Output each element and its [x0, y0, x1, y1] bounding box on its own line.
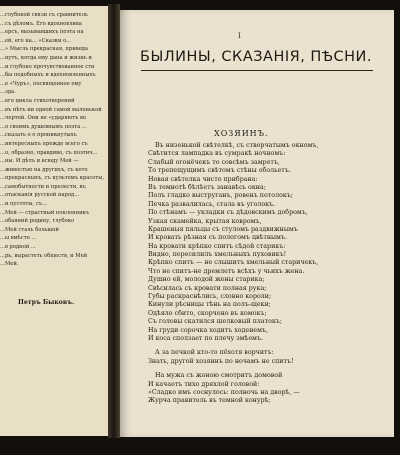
poem-line: Крашеныя пяльцы съ стуломъ раздвижнымъ [148, 225, 298, 233]
poem-line: На мужа съ жоною смотритъ домовой [155, 372, 283, 380]
left-page-line: ...глубокой связи съ сравнитель [0, 12, 88, 18]
poem-line: Видно, пересилилъ хмельныхъ пуховикъ! [148, 251, 287, 259]
left-page-line: ...обаяний родину, глубоко [0, 218, 75, 225]
poem-line: Журча правитель въ темной конурѣ; [148, 397, 271, 405]
poem-line: И качаетъ тихо дряхлой головой: [148, 380, 260, 388]
poem-line: А за печкой кто-то пёхотя ворчитъ: [155, 349, 274, 357]
poem-line: Что не спитъ-не дремлетъ всѣхъ у чьихъ жена. [148, 267, 305, 275]
left-page-line: ...его цикла стихотворений [0, 97, 75, 104]
book-gutter [108, 4, 120, 438]
heading-rule [141, 70, 373, 71]
left-page-line: ...живостью на другихъ, съ кото [0, 166, 88, 173]
poem-line: «Сладко имъ соснулось: полночь на дворѣ, — [148, 388, 300, 396]
poem-line: Губы раскраснѣлись, словно короли; [148, 293, 272, 301]
poem-line: Свѣтится лампадка въ сумракѣ ночномъ: [148, 150, 286, 158]
page-number: I [238, 32, 241, 40]
left-page-line: ...Мей. [0, 261, 19, 268]
left-page-line: ...въ нѣтъ ни одной самой маленькой [0, 106, 102, 113]
left-page-line: ...и пустоты, съ... [0, 201, 47, 208]
poem-line: По стѣнамъ — укладки съ дѣдовскимъ добромъ, [148, 209, 308, 217]
left-page-line: ...ерсъ, вызывавшихъ поэта на [0, 29, 84, 36]
left-page-line: ...Мей сталь большой [0, 226, 59, 233]
left-page-line: ...Мей — страстный поклонникъ [0, 209, 90, 216]
poem-line: Печка развалилась, стала въ уголокъ. [148, 200, 276, 208]
left-page-line: ...съ дѣломъ. Его вдохновлива [0, 20, 82, 27]
left-page-line: ...ны. И дѣлъ и всюду Мей — [0, 158, 79, 165]
poem-line: Въ низенькой свѣтелкѣ, съ створчатымъ окномъ, [155, 142, 319, 149]
left-page-line: ...самобытности и прелести, въ [0, 183, 86, 190]
poem-line: На кровати крѣпко спитъ сѣдой старикъ: [148, 242, 286, 250]
poem-line: Слабый огонёчекъ то совсѣмъ замретъ, [148, 158, 280, 166]
poem-line: Свѣсилась съ кровати полная рука; [148, 284, 267, 292]
poem-line: Съ головы скатился шелковый платокъ; [148, 318, 283, 326]
poem-line: Въ темнотѣ бѣлѣетъ занавѣсь окна; [148, 183, 266, 191]
left-page-line: ...зда. [0, 89, 16, 96]
left-page-line: ...прекрасныхъ, съ культомъ красоты, [0, 175, 105, 182]
section-heading: БЫЛИНЫ, СКАЗАНІЯ, ПѢСНИ. [140, 49, 372, 65]
poem-line: Новая свѣтелка чисто прибрана: [148, 175, 258, 183]
left-page-line: ...о, образно, правдиво, съ поэтич... [0, 149, 98, 156]
left-page-line: ...ы вмѣсто ... [0, 235, 37, 242]
poem-line: Крѣпко спитъ — не слышитъ хмельный старичекъ, [148, 259, 319, 267]
left-page-line: ...о своимъ душевнымъ поэта ... [0, 123, 87, 130]
left-page [0, 6, 110, 436]
left-page-line: ...ей, его на... «Сказки о... [0, 37, 72, 44]
poem-title: ХОЗЯИНЪ. [214, 129, 269, 138]
poem-line: Кинули рѣсницы тѣнь на полъ-щеки; [148, 301, 271, 309]
left-page-line: ...» Мысль прекрасная, приведа [0, 46, 88, 53]
left-page-text [0, 11, 106, 269]
poem-line: Узкая скамейка, крытая ковромъ, [148, 217, 262, 225]
author-signature: Петръ Быковъ. [18, 299, 75, 306]
left-page-line: ...и глубоко прочувствованное сти [0, 63, 95, 70]
left-page-line: ...чертой. Они не «ударяютъ во [0, 115, 86, 122]
poem-line: То трепещущимъ свѣтомъ стѣны обольетъ. [148, 167, 291, 175]
poem-line: На груди сорочка ходитъ ходенемъ, [148, 326, 269, 334]
left-page-line: ...отысканія русской народ... [0, 192, 80, 199]
poem-line: Полъ гладко выструганъ, ровенъ потолокъ; [148, 192, 293, 200]
left-page-line: ...интересныхъ прежде всего съ [0, 140, 88, 147]
poem-line: И кровать рѣзная съ пологомъ цвѣтнымъ. [148, 234, 287, 242]
left-page-line: ...рь, вырастеть обществ, и Мей [0, 252, 88, 259]
left-page-line: ...сказать о о проникнутыхъ [0, 132, 77, 139]
left-page-line: ...нутъ, когда ему дана и жизнь и [0, 54, 92, 61]
left-page-line: ...бы подобныхъ и вдохновленныхъ [0, 72, 96, 79]
poem-line: Душно ей, молодой жены старика; [148, 276, 265, 284]
left-page-line: ...е «Чуръ», посвященное ему [0, 80, 82, 87]
poem-line: И коса сползает по плечу змѣемъ. [148, 334, 263, 342]
poem-text [148, 142, 384, 406]
left-page-line: ...в родной ... [0, 244, 36, 251]
poem-line: Знать, другой хозяинъ по ночамъ не спитъ! [148, 357, 294, 365]
poem-line: Одѣяло сбито, скорчено въ комокъ; [148, 309, 267, 317]
